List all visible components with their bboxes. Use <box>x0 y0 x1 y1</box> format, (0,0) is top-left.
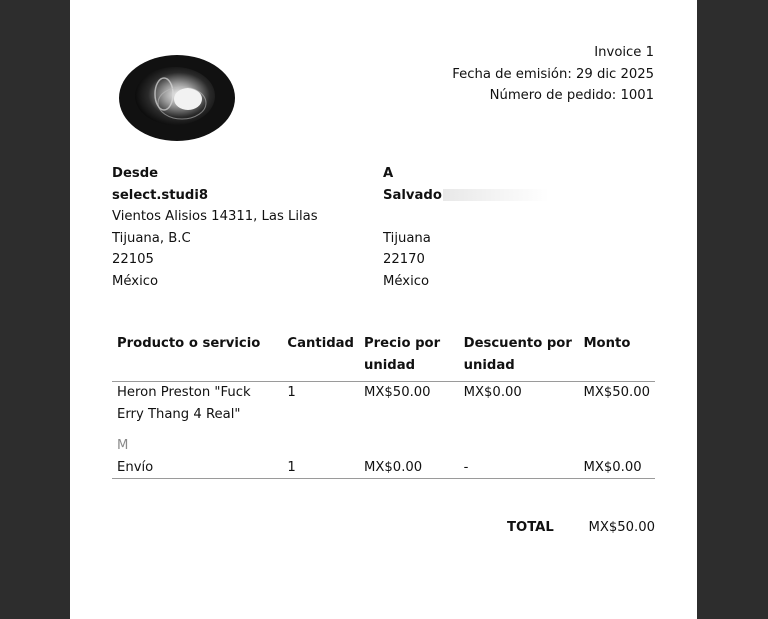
cell-amount: MX$50.00 <box>583 385 650 400</box>
total-value: MX$50.00 <box>588 520 655 535</box>
cell-unit-price: MX$0.00 <box>359 457 459 479</box>
store-logo <box>118 54 236 142</box>
invoice-title: Invoice 1 <box>594 45 654 60</box>
cell-amount: MX$0.00 <box>578 457 655 479</box>
sender-country: México <box>112 273 159 289</box>
header-amount: Monto <box>578 332 655 382</box>
cell-product: Envío <box>112 457 282 479</box>
sender-address <box>112 163 372 292</box>
cell-product <box>112 382 282 457</box>
issue-date: Fecha de emisión: 29 dic 2025 <box>452 66 654 82</box>
table-row <box>112 382 655 457</box>
header-discount: Descuento por unidad <box>459 332 579 382</box>
total-label: TOTAL <box>507 520 554 535</box>
product-name: Heron Preston "Fuck Erry Thang 4 Real" <box>117 385 251 422</box>
order-number: Número de pedido: 1001 <box>489 88 654 103</box>
header-unit-price: Precio por unidad <box>359 332 459 382</box>
table-row <box>112 457 655 479</box>
cell-quantity: 1 <box>282 457 359 479</box>
table-header-row <box>112 332 655 382</box>
recipient-city: Tijuana <box>383 230 431 246</box>
recipient-name-row <box>383 185 643 207</box>
sender-city: Tijuana, B.C <box>112 230 191 246</box>
recipient-address <box>383 163 643 292</box>
invoice-page <box>70 0 697 619</box>
header-product: Producto o servicio <box>112 332 282 382</box>
product-variant: M <box>117 438 129 453</box>
sender-zip: 22105 <box>112 252 154 267</box>
recipient-name: Salvado <box>383 187 442 203</box>
invoice-meta <box>452 42 654 107</box>
recipient-country: México <box>383 273 430 289</box>
sender-heading: Desde <box>112 166 159 181</box>
cell-unit-price: MX$50.00 <box>364 385 431 400</box>
recipient-blank-line <box>383 206 643 228</box>
sender-street: Vientos Alisios 14311, Las Lilas <box>112 209 318 224</box>
recipient-heading: A <box>383 166 394 181</box>
cell-discount: MX$0.00 <box>463 385 522 400</box>
cell-discount: - <box>459 457 579 479</box>
redaction-mark <box>443 189 549 201</box>
cell-quantity: 1 <box>287 385 296 400</box>
line-items-table <box>112 332 655 479</box>
header-quantity: Cantidad <box>282 332 359 382</box>
sender-name: select.studi8 <box>112 187 209 203</box>
recipient-zip: 22170 <box>383 252 425 267</box>
